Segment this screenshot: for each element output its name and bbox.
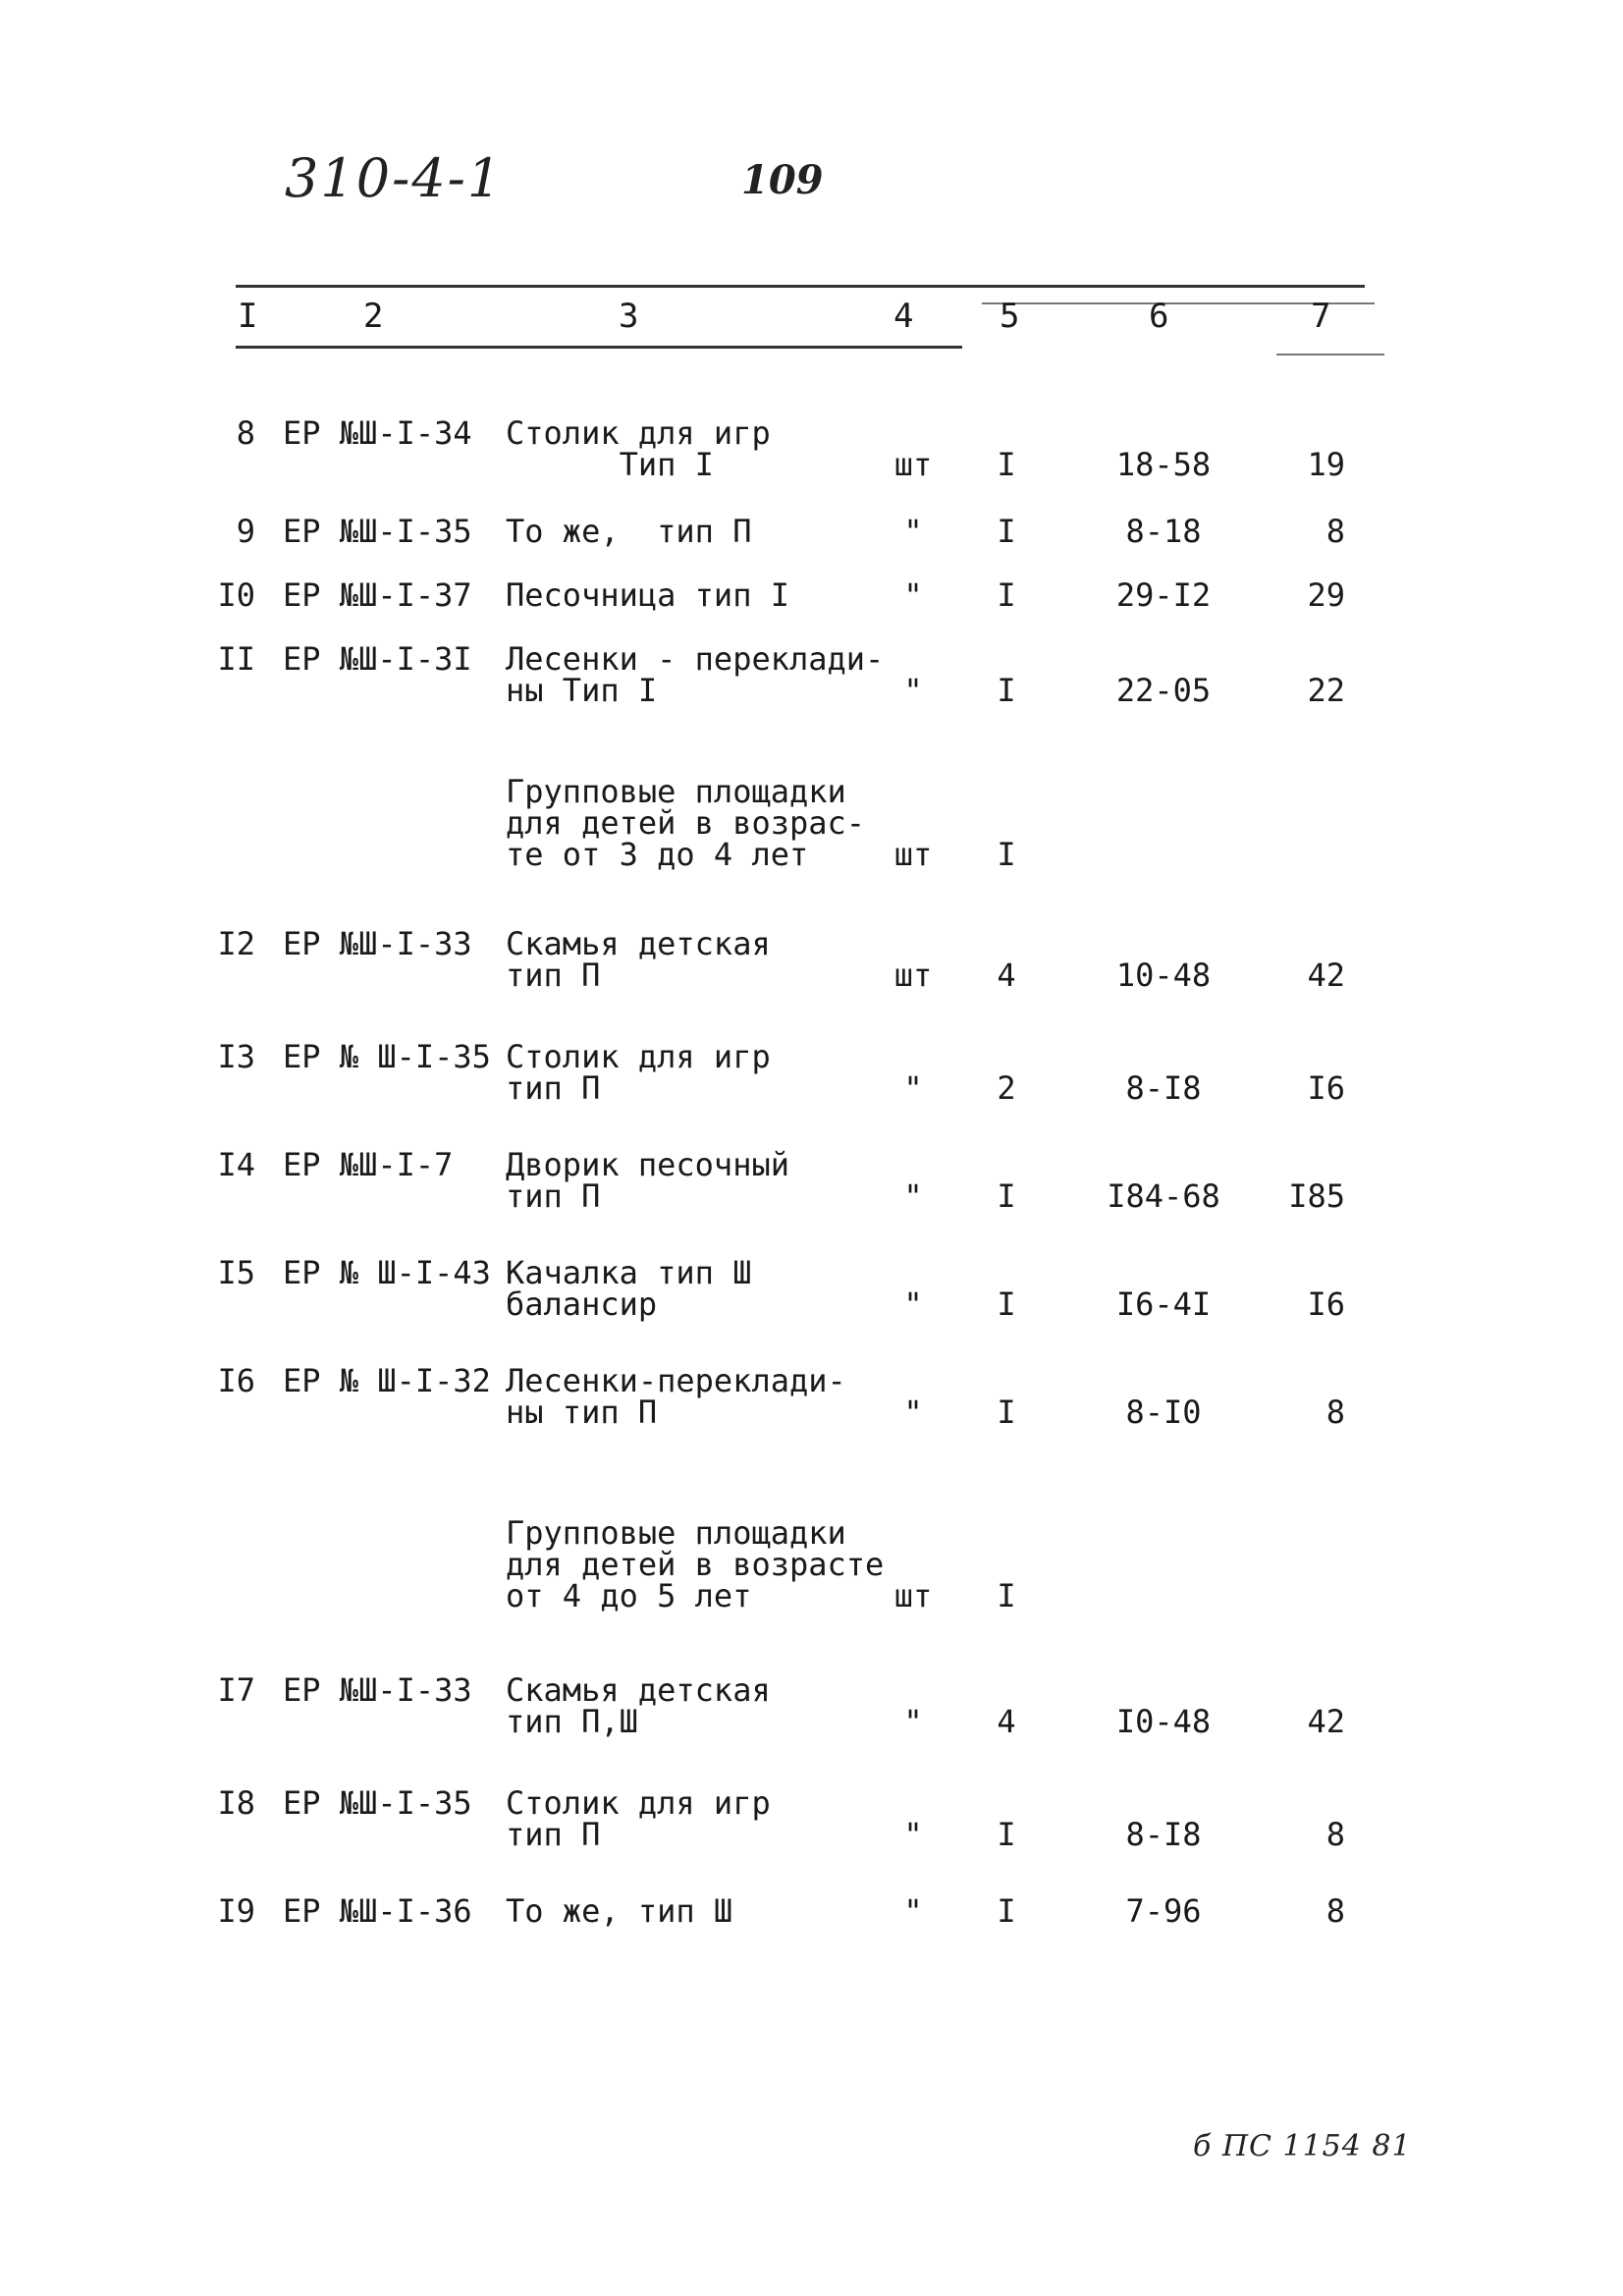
item-name: То же, тип Ш	[506, 1892, 733, 1930]
row-number: I3	[217, 1038, 255, 1075]
item-name: Дворик песочный тип П	[506, 1146, 789, 1215]
quantity: I	[997, 836, 1016, 873]
quantity: 4	[997, 1703, 1016, 1740]
total-cost: 8	[1325, 1816, 1345, 1853]
unit: "	[903, 576, 923, 614]
unit: "	[903, 1177, 923, 1215]
quantity: I	[997, 1285, 1016, 1323]
unit: "	[903, 1394, 923, 1431]
row-number: II	[217, 640, 255, 678]
quantity: I	[997, 1816, 1016, 1853]
unit-price: 10-48	[1115, 957, 1212, 994]
unit-price: 29-I2	[1115, 576, 1212, 614]
item-name: Лесенки - переклади- ны Тип I	[506, 640, 885, 709]
unit: "	[903, 672, 923, 709]
archive-stamp: б ПС 1154 81	[1193, 2129, 1412, 2163]
unit-price: 8-18	[1125, 513, 1202, 550]
total-cost: I6	[1307, 1069, 1345, 1107]
total-cost: I6	[1307, 1285, 1345, 1323]
item-code: ЕР №Ш-I-33	[283, 925, 472, 962]
column-header-5: 5	[1000, 297, 1020, 336]
unit: "	[903, 1892, 923, 1930]
quantity: I	[997, 1177, 1016, 1215]
item-code: ЕР №Ш-I-34	[283, 414, 472, 452]
total-cost: 8	[1325, 1892, 1345, 1930]
item-name: То же, тип П	[506, 513, 752, 550]
unit-price: 18-58	[1115, 446, 1212, 483]
item-name: Песочница тип I	[506, 576, 789, 614]
quantity: I	[997, 513, 1016, 550]
total-cost: 19	[1307, 446, 1345, 483]
unit: "	[903, 1069, 923, 1107]
quantity: I	[997, 576, 1016, 614]
unit: шт	[893, 957, 933, 994]
unit: шт	[893, 836, 933, 873]
item-code: ЕР №Ш-I-36	[283, 1892, 472, 1930]
item-code: ЕР №Ш-I-35	[283, 1784, 472, 1822]
unit-price: 8-I8	[1125, 1069, 1202, 1107]
column-header-1: I	[238, 297, 258, 336]
unit-price: 22-05	[1115, 672, 1212, 709]
row-number: I7	[217, 1671, 255, 1709]
item-name: Лесенки-переклади- ны тип П	[506, 1362, 846, 1431]
row-number: I2	[217, 925, 255, 962]
unit: шт	[893, 446, 933, 483]
quantity: I	[997, 1577, 1016, 1614]
item-code: ЕР №Ш-I-33	[283, 1671, 472, 1709]
unit: "	[903, 1816, 923, 1853]
quantity: I	[997, 1892, 1016, 1930]
unit-price: 7-96	[1125, 1892, 1202, 1930]
item-code: ЕР № Ш-I-35	[283, 1038, 491, 1075]
row-number: 8	[236, 414, 255, 452]
quantity: 2	[997, 1069, 1016, 1107]
document-code: 310-4-1	[285, 147, 504, 209]
unit-price: 8-I0	[1125, 1394, 1202, 1431]
column-header-4: 4	[893, 297, 914, 336]
item-code: ЕР №Ш-I-7	[283, 1146, 454, 1183]
item-name: Качалка тип Ш балансир	[506, 1254, 752, 1323]
unit: шт	[893, 1577, 933, 1614]
item-code: ЕР №Ш-I-35	[283, 513, 472, 550]
quantity: 4	[997, 957, 1016, 994]
row-number: I8	[217, 1784, 255, 1822]
row-number: I9	[217, 1892, 255, 1930]
column-header-2: 2	[363, 297, 384, 336]
total-cost: 8	[1325, 513, 1345, 550]
row-number: 9	[236, 513, 255, 550]
unit-price: I6-4I	[1115, 1285, 1212, 1323]
unit-price: I84-68	[1107, 1177, 1220, 1215]
total-cost: 42	[1307, 1703, 1345, 1740]
item-name: Скамья детская тип П	[506, 925, 771, 994]
item-name: Скамья детская тип П,Ш	[506, 1671, 771, 1740]
quantity: I	[997, 672, 1016, 709]
header-bottom-rule	[236, 346, 962, 349]
unit-price: 8-I8	[1125, 1816, 1202, 1853]
quantity: I	[997, 446, 1016, 483]
total-cost: 42	[1307, 957, 1345, 994]
header-bottom-rule-secondary	[1276, 354, 1384, 355]
item-name: Столик для игр тип П	[506, 1038, 771, 1107]
column-header-3: 3	[619, 297, 639, 336]
unit-price: I0-48	[1115, 1703, 1212, 1740]
row-number: I5	[217, 1254, 255, 1291]
item-code: ЕР №Ш-I-3I	[283, 640, 472, 678]
column-header-7: 7	[1311, 297, 1331, 336]
total-cost: 22	[1307, 672, 1345, 709]
item-name: Групповые площадки для детей в возрасте от 4 до 5 лет	[506, 1514, 885, 1614]
item-code: ЕР № Ш-I-43	[283, 1254, 491, 1291]
item-code: ЕР № Ш-I-32	[283, 1362, 491, 1399]
item-name: Столик для игр Тип I	[506, 414, 771, 483]
total-cost: I85	[1288, 1177, 1345, 1215]
column-header-6: 6	[1149, 297, 1169, 336]
unit: "	[903, 1285, 923, 1323]
page-number: 109	[741, 157, 824, 203]
row-number: I6	[217, 1362, 255, 1399]
row-number: I4	[217, 1146, 255, 1183]
row-number: I0	[217, 576, 255, 614]
total-cost: 29	[1307, 576, 1345, 614]
quantity: I	[997, 1394, 1016, 1431]
total-cost: 8	[1325, 1394, 1345, 1431]
item-code: ЕР №Ш-I-37	[283, 576, 472, 614]
unit: "	[903, 513, 923, 550]
table-top-rule	[236, 285, 1365, 288]
unit: "	[903, 1703, 923, 1740]
item-name: Столик для игр тип П	[506, 1784, 771, 1853]
item-name: Групповые площадки для детей в возрас- те от 3 до 4 лет	[506, 773, 866, 873]
